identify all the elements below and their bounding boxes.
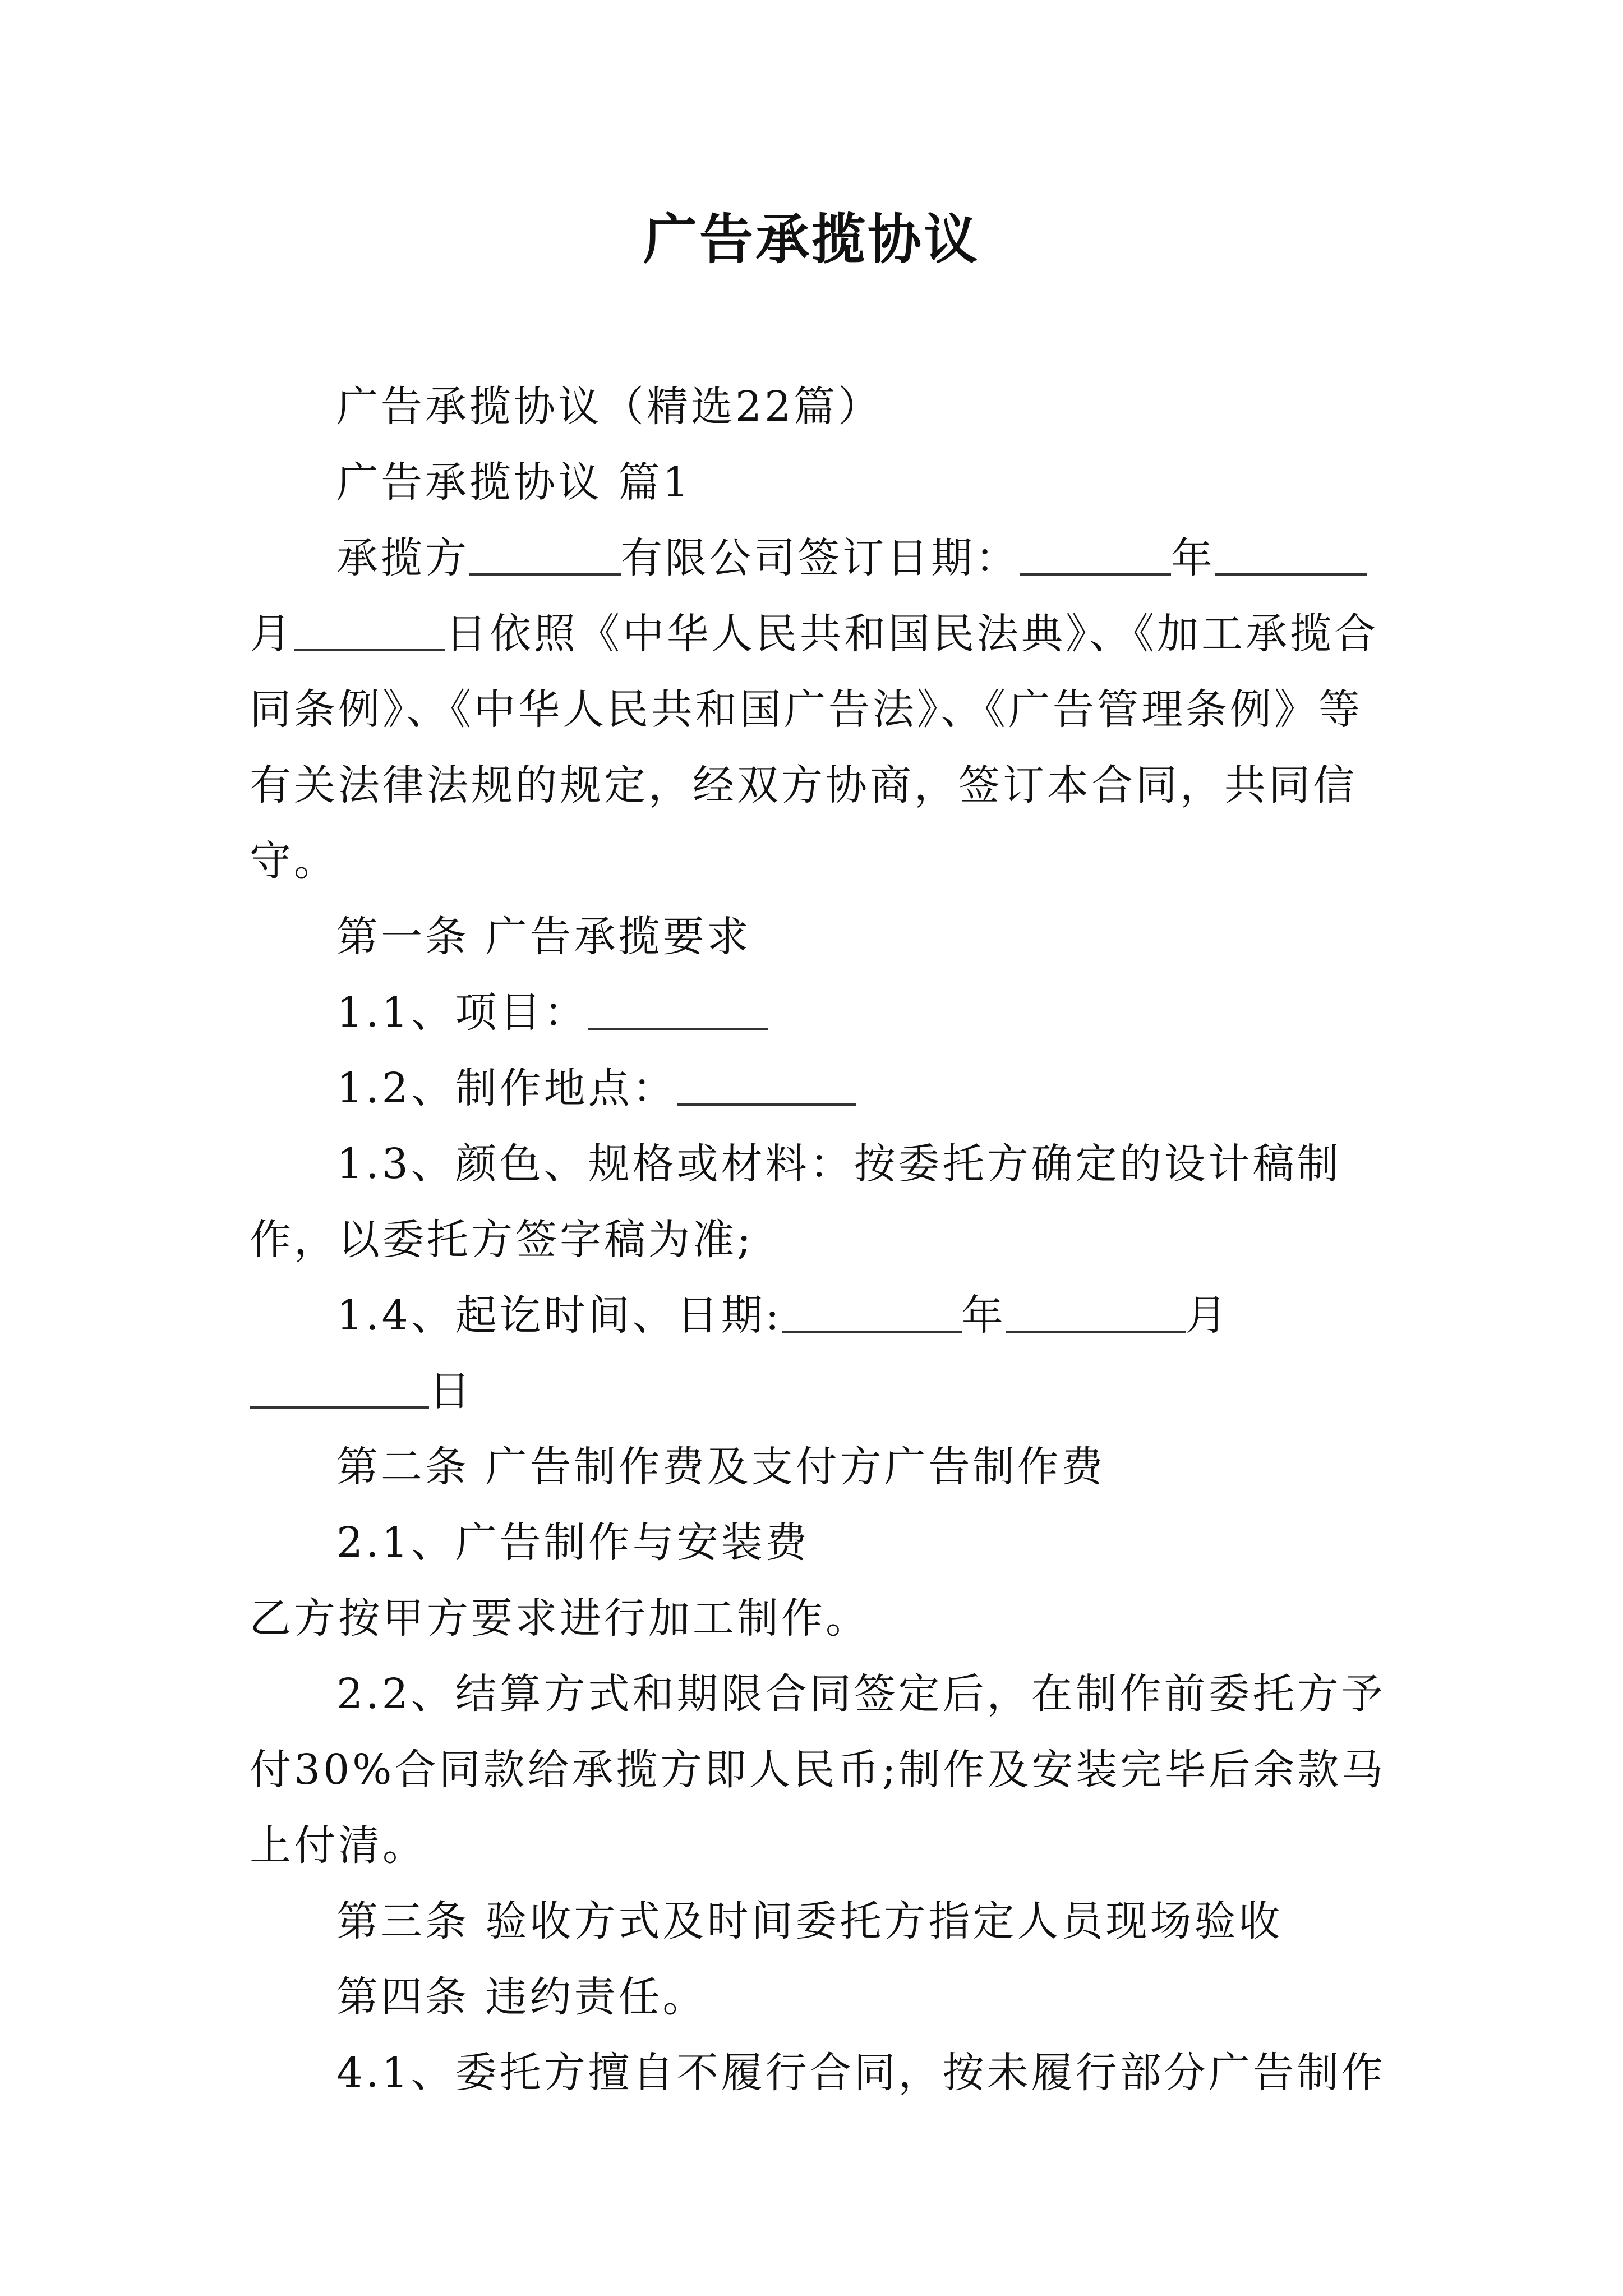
blank-sign-month — [1215, 539, 1367, 576]
blank-project — [588, 993, 768, 1030]
item-1-4-year: 年 — [961, 1291, 1006, 1340]
paragraph-item-4-1: 4.1、委托方擅自不履行合同，按未履行部分广告制作 — [336, 2049, 1386, 2097]
document-title: 广告承揽协议 — [643, 208, 980, 271]
intro-text-contractor: 承揽方 — [336, 534, 469, 582]
blank-sign-day — [294, 614, 445, 651]
paragraph-article-2: 第二条 广告制作费及支付方广告制作费 — [336, 1443, 1106, 1491]
intro-text-legal-basis: 日依照《中华人民共和国民法典》、《加工承揽合同条例》、《中华人民共和国广告法》、《广告管理条例》等有关法律法规的规定，经双方协商，签订本合同，共同信守。 — [250, 610, 1378, 885]
blank-period-year — [782, 1296, 962, 1333]
paragraph-contract-intro — [250, 521, 1391, 899]
paragraph-item-2-2: 2.2、结算方式和期限合同签定后，在制作前委托方予付30%合同款给承揽方即人民币;制作及安装完毕后余款马上付清。 — [250, 1670, 1386, 1870]
blank-period-month — [1006, 1296, 1186, 1333]
item-1-2-text: 1.2、制作地点： — [336, 1064, 677, 1112]
blank-location — [677, 1069, 856, 1106]
paragraph-article-heading: 广告承揽协议 篇1 — [336, 458, 692, 507]
blank-sign-year — [1020, 539, 1171, 576]
paragraph-item-1-4 — [250, 1278, 1391, 1429]
item-1-4-day: 日 — [429, 1367, 473, 1415]
intro-text-signing-date: 有限公司签订日期： — [621, 534, 1020, 582]
paragraph-item-1-2 — [250, 1051, 1391, 1126]
paragraph-item-1-1 — [250, 975, 1391, 1051]
paragraph-article-3: 第三条 验收方式及时间委托方指定人员现场验收 — [336, 1897, 1283, 1945]
item-1-4-month: 月 — [1185, 1291, 1230, 1340]
blank-contractor-name — [469, 539, 621, 576]
paragraph-item-1-3: 1.3、颜色、规格或材料：按委托方确定的设计稿制作，以委托方签字稿为准; — [250, 1140, 1341, 1264]
paragraph-article-1: 第一条 广告承揽要求 — [336, 913, 751, 961]
intro-text-month: 月 — [250, 610, 294, 658]
item-1-4-text: 1.4、起讫时间、日期: — [336, 1291, 782, 1340]
intro-text-year: 年 — [1171, 534, 1215, 582]
blank-period-day — [250, 1372, 429, 1409]
paragraph-item-2-1: 2.1、广告制作与安装费 — [336, 1519, 810, 1567]
document-body — [250, 369, 1391, 2111]
paragraph-item-2-1-detail: 乙方按甲方要求进行加工制作。 — [250, 1594, 870, 1642]
item-1-1-text: 1.1、项目： — [336, 988, 588, 1037]
paragraph-article-4: 第四条 违约责任。 — [336, 1973, 707, 2021]
paragraph-collection-title: 广告承揽协议（精选22篇） — [336, 383, 883, 431]
